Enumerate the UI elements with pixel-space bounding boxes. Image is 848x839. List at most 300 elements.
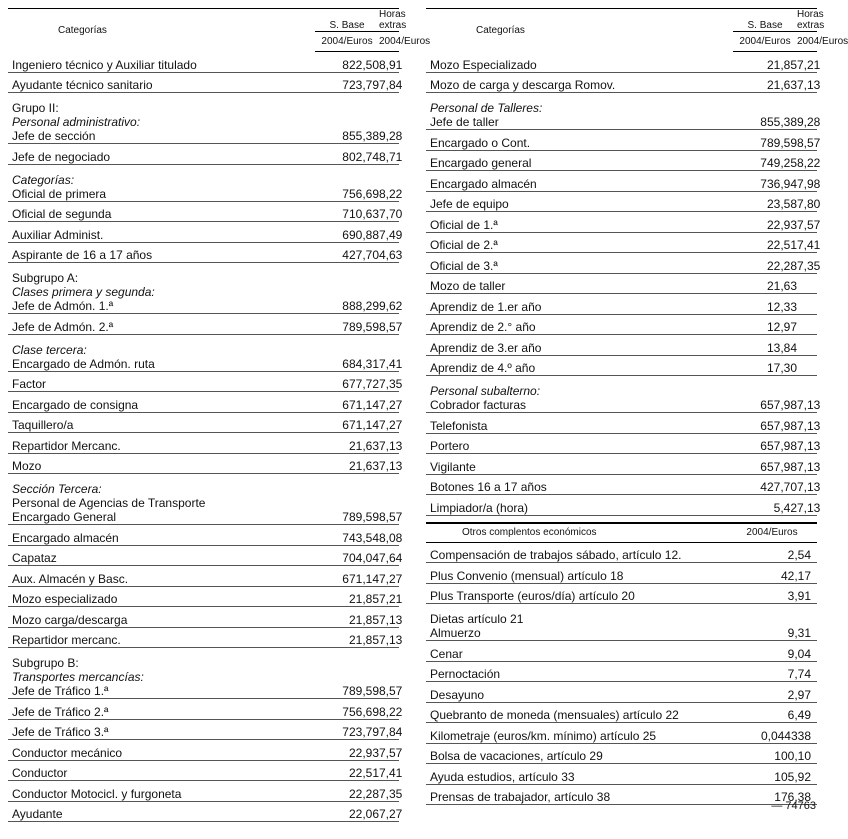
horas-extras-value: 8,57 [379, 474, 399, 525]
category-cell [426, 314, 733, 335]
table-row [426, 682, 817, 703]
category-cell [8, 719, 315, 740]
salario-base-value: 21,85 [733, 52, 797, 73]
salario-base-value: 23,58 [733, 191, 797, 212]
table-row [8, 627, 399, 648]
category-label: Jefe de Tráfico 2.ª [12, 704, 109, 719]
category-cell [8, 474, 315, 525]
category-label: Almuerzo [430, 626, 481, 640]
table-row [426, 335, 817, 356]
horas-extras-value: 7,35 [379, 781, 399, 802]
table-row [8, 545, 399, 566]
importe-value: 2,97 [727, 682, 817, 703]
table-row [426, 130, 817, 151]
category-label: Oficial de 2.ª [430, 238, 498, 252]
table-row [426, 212, 817, 233]
salario-base-value: 12,33 [733, 294, 797, 315]
category-cell [426, 433, 733, 454]
table-row [8, 586, 399, 607]
category-label: Jefe de taller [430, 115, 499, 129]
category-label: Subgrupo B: [12, 656, 79, 670]
horas-extras-value: 7,35 [379, 371, 399, 392]
table-row [8, 201, 399, 222]
importe-value: 42,17 [727, 563, 817, 584]
table-row [8, 242, 399, 263]
table-row [426, 376, 817, 413]
salario-base-value: 671,14 [315, 566, 379, 587]
table-row [426, 294, 817, 315]
table-row [426, 314, 817, 335]
category-cell [8, 222, 315, 243]
table-row [8, 740, 399, 761]
category-cell [426, 150, 733, 171]
salario-base-value: 789,59 [315, 648, 379, 699]
horas-extras-value: 8,22 [379, 699, 399, 720]
importe-value: 100,10 [727, 743, 817, 764]
table-row [8, 607, 399, 628]
salario-base-value: 789,59 [315, 314, 379, 335]
header-categorias: Categorías [58, 24, 107, 36]
category-cell [8, 371, 315, 392]
horas-extras-value [797, 273, 817, 294]
category-label: Aspirante de 16 a 17 años [12, 248, 153, 262]
table-row [426, 232, 817, 253]
category-cell [426, 764, 727, 785]
horas-extras-value: 7,13 [379, 607, 399, 628]
table-row [8, 334, 399, 371]
category-cell [426, 335, 733, 356]
category-label: Factor [12, 377, 47, 391]
table-row [426, 563, 817, 584]
category-cell [426, 495, 733, 516]
category-label: Encargado General [12, 510, 117, 524]
section-label: Categorías: [12, 172, 75, 187]
category-label: Ayuda estudios, artículo 33 [430, 769, 575, 784]
salario-base-value: 22,51 [733, 232, 797, 253]
category-cell [426, 661, 727, 682]
category-label: Aprendiz de 3.er año [430, 340, 542, 355]
salario-base-value: 21,63 [315, 453, 379, 474]
category-cell [426, 93, 733, 130]
salario-base-value: 427,70 [315, 242, 379, 263]
horas-extras-value: 7,21 [797, 52, 817, 73]
table-row [426, 93, 817, 130]
category-label: Encargado almacén [12, 530, 119, 545]
salario-base-value: 13,84 [733, 335, 797, 356]
section-label: Clase tercera: [12, 342, 87, 357]
page-footer-number: — 74763 [771, 800, 816, 812]
table-header-row [8, 9, 399, 32]
category-cell [8, 801, 315, 822]
importe-value: 9,04 [727, 641, 817, 662]
section-label: Personal de Talleres: [430, 101, 543, 115]
salario-base-value: 21,63 [315, 433, 379, 454]
otros-header-row [426, 523, 817, 543]
category-cell [8, 545, 315, 566]
category-label: Personal de Agencias de Transporte [12, 496, 206, 510]
horas-extras-value: 7,21 [379, 586, 399, 607]
section-label: Personal subalterno: [430, 384, 541, 398]
otros-table-body [426, 542, 817, 805]
section-label: Sección Tercera: [12, 482, 102, 496]
horas-extras-value [797, 335, 817, 356]
category-label: Auxiliar Administ. [12, 227, 104, 242]
category-label: Conductor [12, 766, 68, 780]
salario-base-value: 684,31 [315, 334, 379, 371]
salario-base-value: 22,51 [315, 760, 379, 781]
category-cell [426, 52, 733, 73]
salario-base-value: 657,98 [733, 376, 797, 413]
category-label: Oficial de segunda [12, 207, 112, 221]
table-row [426, 433, 817, 454]
category-label: Plus Convenio (mensual) artículo 18 [430, 568, 624, 583]
category-label: Repartidor mercanc. [12, 633, 121, 647]
category-cell [426, 542, 727, 563]
salario-base-value: 21,63 [733, 273, 797, 294]
category-cell [8, 566, 315, 587]
horas-extras-value: 8,57 [797, 130, 817, 151]
horas-extras-value [797, 314, 817, 335]
horas-extras-value: 8,22 [797, 150, 817, 171]
category-label: Ayudante técnico sanitario [12, 78, 153, 92]
category-cell [8, 760, 315, 781]
category-cell [426, 474, 733, 495]
importe-value: 7,74 [727, 661, 817, 682]
horas-extras-value: 7,80 [797, 191, 817, 212]
category-cell [8, 781, 315, 802]
horas-extras-value: 7,13 [797, 454, 817, 475]
horas-extras-value: 8,57 [379, 648, 399, 699]
horas-extras-value: 7,13 [797, 376, 817, 413]
category-label: Pernoctación [430, 667, 501, 681]
category-cell [426, 604, 727, 641]
table-header-row [426, 9, 817, 32]
category-cell [426, 355, 733, 376]
salario-base-value: 21,63 [733, 72, 797, 93]
table-row [8, 52, 399, 73]
table-row [426, 413, 817, 434]
horas-extras-value: 7,13 [379, 453, 399, 474]
salario-base-value: 21,85 [315, 607, 379, 628]
category-cell [426, 784, 727, 805]
importe-value: 0,044338 [727, 723, 817, 744]
salario-base-value: 671,14 [315, 412, 379, 433]
category-label: Mozo de carga y descarga Romov. [430, 78, 616, 92]
table-row [8, 719, 399, 740]
category-cell [8, 52, 315, 73]
otros-complementos-table [426, 522, 817, 806]
category-label: Dietas artículo 21 [430, 612, 524, 626]
horas-extras-value: 7,27 [379, 392, 399, 413]
table-row [8, 433, 399, 454]
category-cell [8, 334, 315, 371]
category-cell [426, 376, 733, 413]
header-s-base: S. Base [329, 20, 365, 31]
table-row [426, 583, 817, 604]
table-row [8, 93, 399, 144]
table-row [8, 392, 399, 413]
table-row [426, 743, 817, 764]
horas-extras-value: 9,62 [379, 263, 399, 314]
category-cell [8, 433, 315, 454]
header-horas-extras: Horas extras [797, 9, 825, 31]
salario-base-value: 5,42 [733, 495, 797, 516]
table-row [426, 191, 817, 212]
table-row [426, 542, 817, 563]
horas-extras-value: 8,08 [379, 525, 399, 546]
salario-base-value: 22,28 [733, 253, 797, 274]
category-label: Quebranto de moneda (mensuales) artículo 22 [430, 708, 679, 722]
salario-base-value: 22,93 [733, 212, 797, 233]
horas-extras-value: 7,49 [379, 222, 399, 243]
category-label: Encargado o Cont. [430, 135, 531, 150]
category-label: Mozo [12, 459, 42, 473]
header-horas-extras-unit: 2004/Euros [797, 32, 817, 52]
category-label: Telefonista [430, 418, 488, 433]
category-label: Aprendiz de 1.er año [430, 299, 542, 314]
salario-base-value: 855,38 [315, 93, 379, 144]
category-cell [426, 232, 733, 253]
category-cell [8, 740, 315, 761]
right-table-body [426, 52, 821, 516]
salario-base-value: 21,85 [315, 586, 379, 607]
horas-extras-value: 7,13 [379, 627, 399, 648]
table-row [8, 453, 399, 474]
table-row [8, 371, 399, 392]
category-label: Desayuno [430, 687, 485, 702]
table-row [8, 781, 399, 802]
table-row [426, 474, 817, 495]
category-label: Compensación de trabajos sábado, artículo 12. [430, 548, 682, 562]
category-cell [8, 263, 315, 314]
table-row [8, 699, 399, 720]
category-label: Jefe de Admón. 1.ª [12, 299, 114, 313]
category-cell [8, 72, 315, 93]
category-label: Kilometraje (euros/km. mínimo) artículo 25 [430, 728, 657, 743]
salario-base-value: 723,79 [315, 719, 379, 740]
category-label: Subgrupo A: [12, 271, 79, 285]
salario-base-value: 657,98 [733, 413, 797, 434]
category-label: Cobrador facturas [430, 398, 527, 412]
table-row [8, 525, 399, 546]
category-label: Limpiador/a (hora) [430, 500, 529, 515]
category-label: Capataz [12, 551, 57, 565]
category-label: Repartidor Mercanc. [12, 438, 121, 453]
category-label: Mozo carga/descarga [12, 612, 128, 627]
salario-base-value: 22,28 [315, 781, 379, 802]
table-row [426, 641, 817, 662]
horas-extras-value: 7,13 [797, 495, 817, 516]
horas-extras-value: 7,27 [379, 412, 399, 433]
horas-extras-value: 4,63 [379, 242, 399, 263]
category-cell [426, 413, 733, 434]
section-label: Personal administrativo: [12, 115, 141, 129]
header-s-base-unit: 2004/Euros [315, 32, 379, 52]
category-label: Ingeniero técnico y Auxiliar titulado [12, 57, 197, 72]
category-cell [8, 453, 315, 474]
category-label: Aux. Almacén y Basc. [12, 571, 129, 586]
table-row [426, 273, 817, 294]
category-label: Encargado de consigna [12, 397, 139, 412]
horas-extras-value: 7,41 [379, 760, 399, 781]
category-label: Oficial de 3.ª [430, 258, 498, 273]
horas-extras-value: 8,91 [379, 52, 399, 73]
salario-base-value: 710,63 [315, 201, 379, 222]
category-cell [426, 563, 727, 584]
category-label: Conductor Motocicl. y furgoneta [12, 786, 182, 801]
table-row [426, 604, 817, 641]
category-label: Oficial de primera [12, 186, 107, 201]
table-row [426, 72, 817, 93]
header-s-base-unit: 2004/Euros [733, 32, 797, 52]
horas-extras-value: 7,13 [797, 433, 817, 454]
table-row [8, 760, 399, 781]
table-row [8, 164, 399, 201]
table-row [8, 314, 399, 335]
category-cell [8, 586, 315, 607]
table-row [426, 784, 817, 805]
salario-base-value: 427,70 [733, 474, 797, 495]
category-label: Encargado almacén [430, 176, 537, 191]
horas-extras-value: 9,28 [379, 93, 399, 144]
table-row [426, 495, 817, 516]
horas-extras-value: 7,98 [797, 171, 817, 192]
horas-extras-value: 7,57 [797, 212, 817, 233]
category-label: Botones 16 a 17 años [430, 480, 547, 494]
category-cell [8, 392, 315, 413]
table-row [8, 72, 399, 93]
table-row [426, 764, 817, 785]
category-cell [426, 191, 733, 212]
salario-base-value: 690,88 [315, 222, 379, 243]
category-cell [426, 273, 733, 294]
header-categorias: Categorías [476, 24, 525, 36]
table-row [426, 661, 817, 682]
category-cell [426, 641, 727, 662]
salario-base-value: 888,29 [315, 263, 379, 314]
category-label: Cenar [430, 646, 463, 661]
category-cell [426, 253, 733, 274]
table-row [8, 144, 399, 165]
horas-extras-value: 7,35 [797, 253, 817, 274]
category-label: Grupo II: [12, 101, 59, 115]
category-label: Bolsa de vacaciones, artículo 29 [430, 749, 603, 763]
category-cell [8, 648, 315, 699]
category-label: Encargado de Admón. ruta [12, 356, 155, 371]
table-row [8, 566, 399, 587]
category-cell [8, 699, 315, 720]
category-label: Taquillero/a [12, 418, 74, 432]
category-label: Conductor mecánico [12, 745, 123, 760]
salario-base-value: 756,69 [315, 164, 379, 201]
category-cell [426, 171, 733, 192]
category-cell [426, 130, 733, 151]
horas-extras-value: 7,27 [379, 566, 399, 587]
category-label: Jefe de equipo [430, 197, 509, 211]
category-label: Encargado general [430, 156, 532, 170]
table-row [426, 702, 817, 723]
horas-extras-value: 8,71 [379, 144, 399, 165]
category-cell [426, 294, 733, 315]
table-row [8, 648, 399, 699]
category-label: Oficial de 1.ª [430, 217, 498, 232]
category-label: Jefe de sección [12, 129, 96, 143]
salario-base-value: 802,74 [315, 144, 379, 165]
salario-base-value: 723,79 [315, 72, 379, 93]
importe-value: 9,31 [727, 604, 817, 641]
category-label: Vigilante [430, 459, 476, 474]
category-cell [8, 607, 315, 628]
importe-value: 2,54 [727, 542, 817, 563]
salario-base-value: 789,59 [733, 130, 797, 151]
category-label: Jefe de Admón. 2.ª [12, 319, 114, 334]
category-label: Mozo Especializado [430, 57, 537, 72]
category-cell [8, 525, 315, 546]
horas-extras-value: 7,41 [379, 334, 399, 371]
category-label: Jefe de Tráfico 1.ª [12, 684, 109, 698]
category-cell [426, 454, 733, 475]
category-cell [8, 93, 315, 144]
left-table-body [8, 52, 403, 822]
category-label: Mozo especializado [12, 592, 118, 606]
horas-extras-value: 7,84 [379, 72, 399, 93]
salario-base-value: 677,72 [315, 371, 379, 392]
table-row [426, 150, 817, 171]
category-label: Plus Transporte (euros/día) artículo 20 [430, 589, 635, 603]
salario-base-value: 756,69 [315, 699, 379, 720]
category-label: Ayudante [12, 807, 63, 821]
otros-header-unit: 2004/Euros [727, 523, 817, 543]
category-label: Jefe de negociado [12, 149, 111, 164]
salario-base-value: 743,54 [315, 525, 379, 546]
table-row [426, 355, 817, 376]
horas-extras-value: 8,57 [379, 314, 399, 335]
category-cell [426, 702, 727, 723]
horas-extras-value: 7,41 [797, 232, 817, 253]
table-row [426, 454, 817, 475]
header-horas-extras: Horas extras [379, 9, 407, 31]
table-row [8, 474, 399, 525]
salario-base-value: 749,25 [733, 150, 797, 171]
horas-extras-value: 7,13 [797, 474, 817, 495]
importe-value: 3,91 [727, 583, 817, 604]
left-salary-table [8, 8, 431, 822]
table-row [8, 801, 399, 822]
salario-base-value: 736,94 [733, 171, 797, 192]
category-cell [426, 723, 727, 744]
salario-base-value: 22,06 [315, 801, 379, 822]
category-label: Aprendiz de 4.º año [430, 361, 536, 375]
category-label: Prensas de trabajador, artículo 38 [430, 790, 611, 804]
table-row [426, 253, 817, 274]
salario-base-value: 855,38 [733, 93, 797, 130]
table-row [426, 723, 817, 744]
section-label: Transportes mercancías: [12, 670, 144, 684]
otros-header-label: Otros complentos económicos [426, 523, 727, 543]
category-label: Aprendiz de 2.° año [430, 320, 536, 334]
right-salary-table [426, 8, 848, 805]
category-cell [426, 583, 727, 604]
category-cell [8, 144, 315, 165]
horas-extras-value: 7,70 [379, 201, 399, 222]
horas-extras-value: 7,64 [379, 545, 399, 566]
category-cell [426, 72, 733, 93]
salario-base-value: 657,98 [733, 454, 797, 475]
horas-extras-value: 7,13 [797, 72, 817, 93]
horas-extras-value [797, 355, 817, 376]
salario-base-value: 704,04 [315, 545, 379, 566]
salario-base-value: 789,59 [315, 474, 379, 525]
